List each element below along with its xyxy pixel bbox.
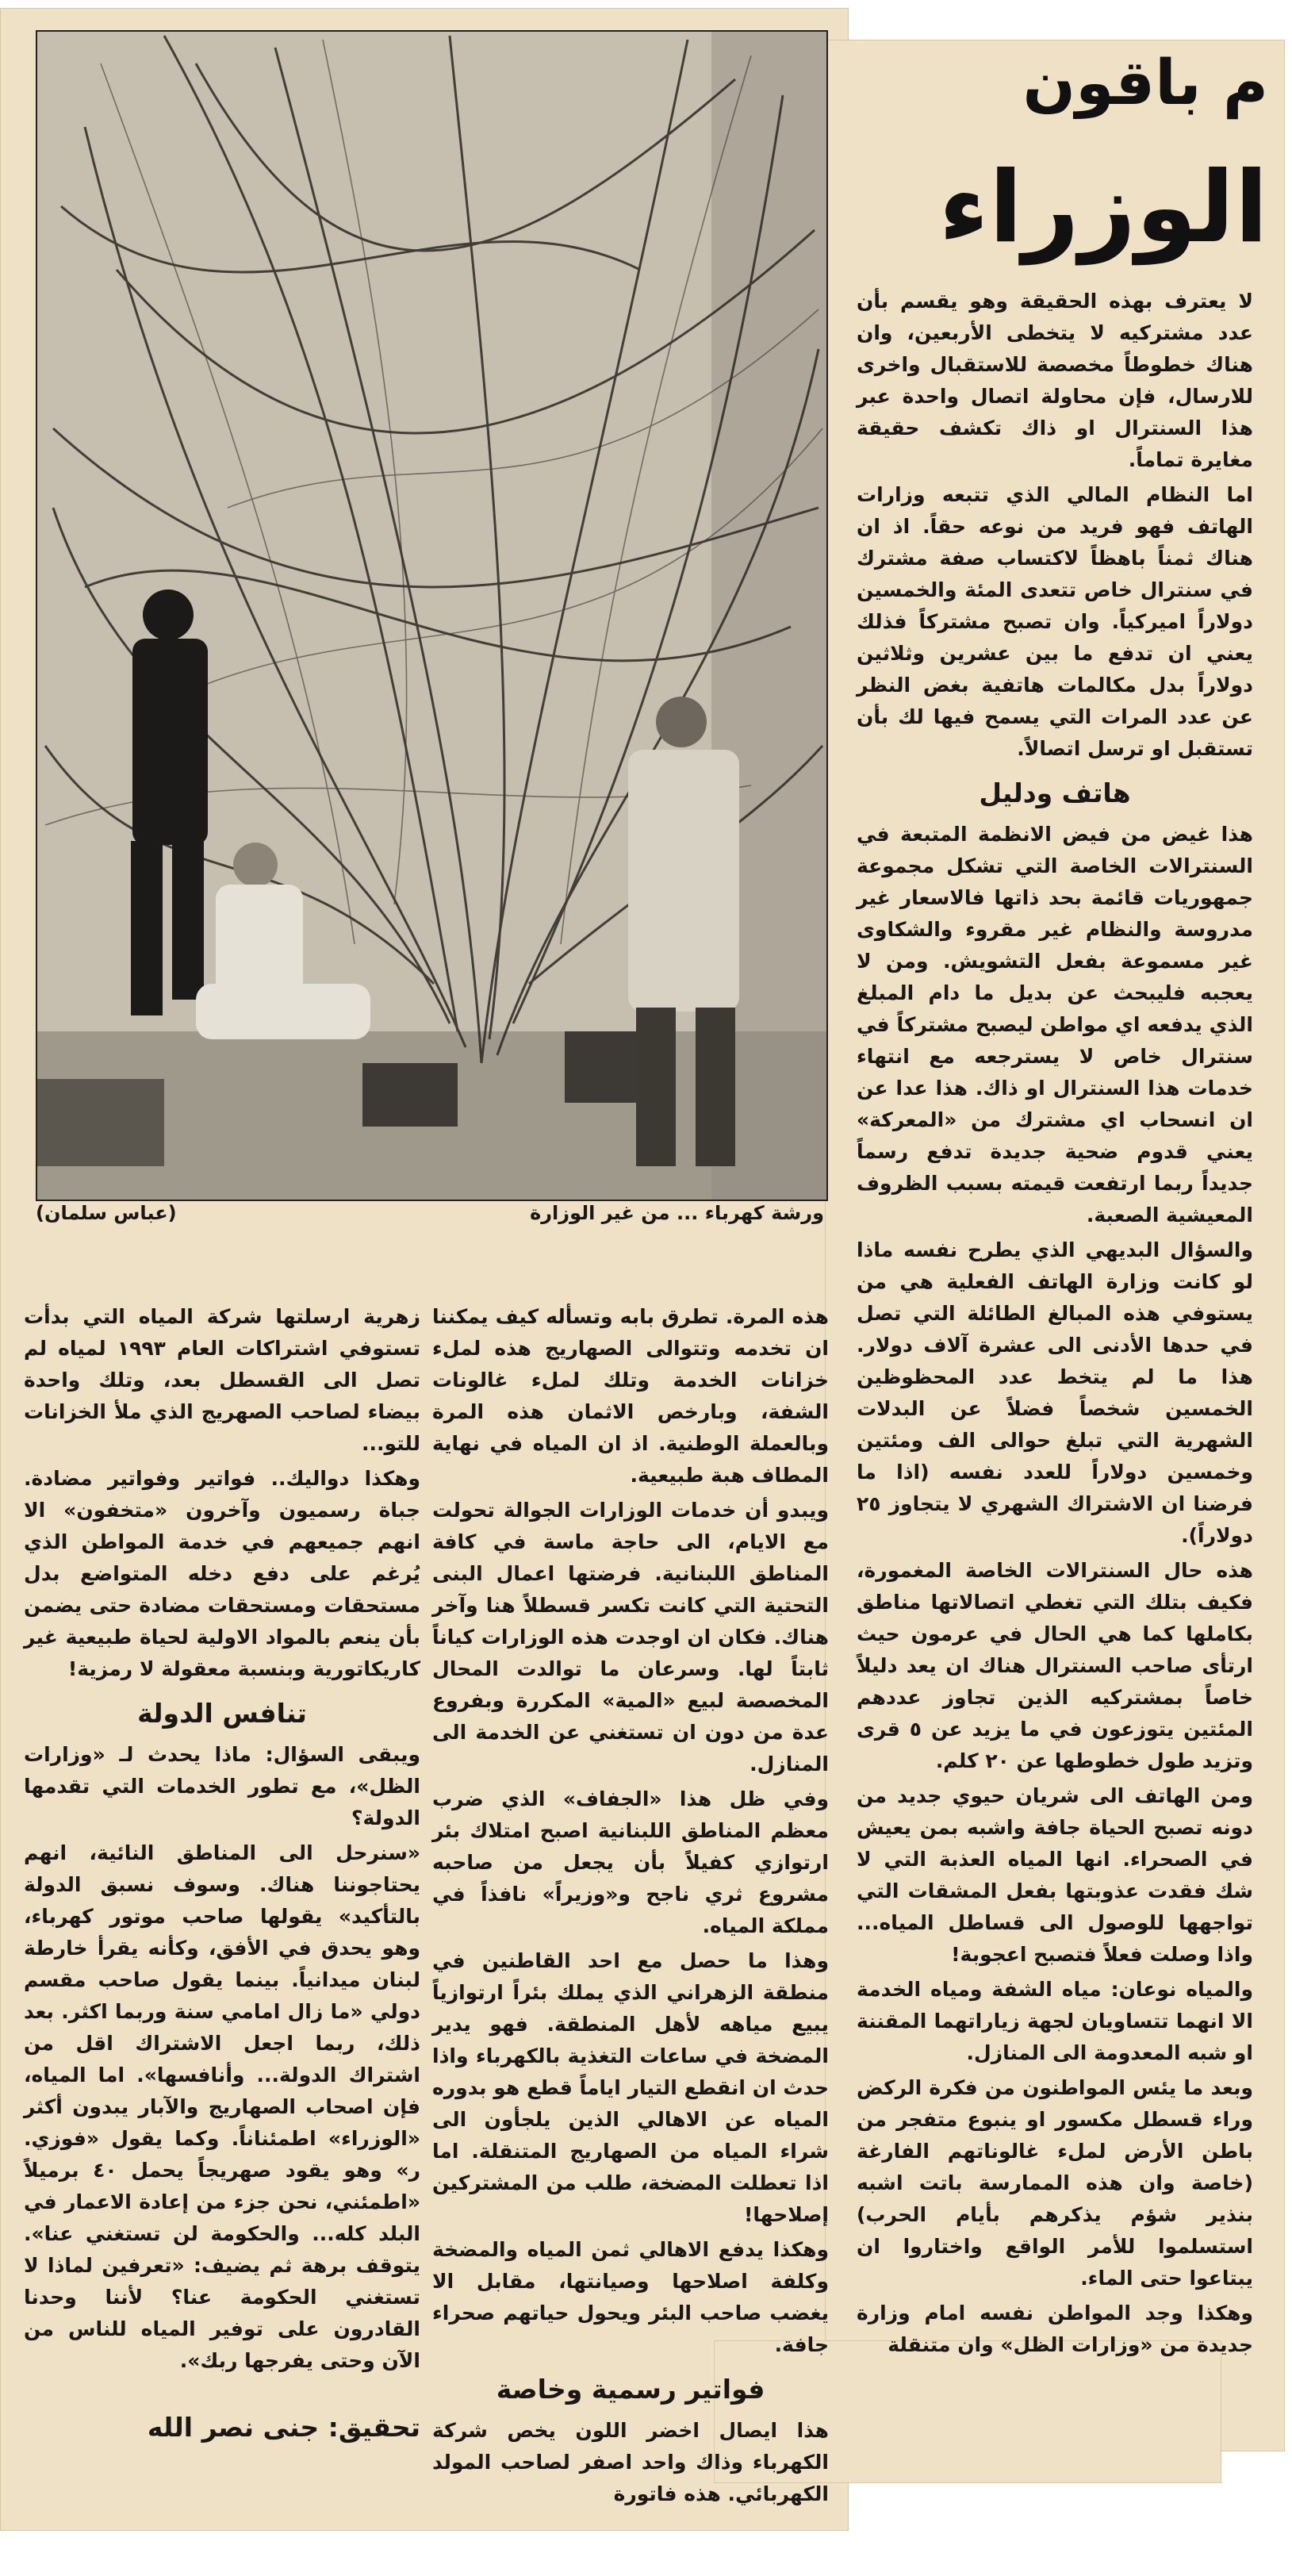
- article-paragraph: وهكذا يدفع الاهالي ثمن المياه والمضخة وكلفة اصلاحها وصيانتها، مقابل الا يغضب صاحب البئر ويحول حياتهم صحراء جافة.: [432, 2238, 829, 2356]
- article-paragraph: هذا غيض من فيض الانظمة المتبعة في السنترالات الخاصة التي تشكل مجموعة جمهوريات قائمة بحد ذاتها فالاسعار غير مدروسة والنظام غير مقروء والشكاوى غير مسموعة بفعل التشويش. ومن لا يعجبه فليبحث عن بديل ما دام المبلغ الذي يدفعه اي مواطن ليصبح مشتركاً في سنترال خاص لا يسترجعه مع انتهاء خدمات هذا السنترال او ذاك. هذا عدا عن ان انسحاب اي مشترك من «المعركة» يعني قدوم ضحية جديدة تدفع رسماً جديداً ربما ارتفعت قيمته بسبب الظروف المعيشية الصعبة.: [857, 823, 1253, 1227]
- article-column-middle: [432, 1301, 829, 2505]
- article-column-left: [24, 1301, 420, 2412]
- headline-line-2: الوزراء: [938, 151, 1268, 265]
- article-column-right: [857, 286, 1253, 2459]
- section-heading: فواتير رسمية وخاصة: [496, 2374, 765, 2405]
- article-paragraph: هذا ايصال اخضر اللون يخص شركة الكهرباء وذاك واحد اصفر لصاحب المولد الكهربائي. هذه فاتورة: [432, 2419, 829, 2505]
- article-paragraph: وهكذا وجد المواطن نفسه امام وزارة جديدة من «وزارات الظل» وان متنقلة: [857, 2302, 1253, 2356]
- byline: تحقيق: جنى نصر الله: [147, 2412, 420, 2443]
- article-paragraph: «سنرحل الى المناطق النائية، انهم يحتاجوننا هناك. وسوف نسبق الدولة بالتأكيد» يقولها صاحب موتور كهرباء، وهو يحدق في الأفق، وكأنه يقرأ خارطة لبنان ميدانياً. بينما يقول صاحب مقسم دولي «ما زال امامي سنة وربما اكثر. بعد ذلك، ربما اجعل الاشتراك اقل من اشتراك الدولة... وأنافسها». اما المياه، فإن اصحاب الصهاريج والآبار يبدون أكثر «الوزراء» اطمئناناً. وكما يقول «فوزي. ر» وهو يقود صهريجاً يحمل ٤٠ برميلاً «اطمئني، نحن جزء من إعادة الاعمار في البلد كله... والحكومة لن تستغني عنا». يتوقف برهة ثم يضيف: «تعرفين لماذا لا تستغني الحكومة عنا؟ لأننا وحدنا القادرون على توفير المياه للناس من الآن وحتى يفرجها ربك».: [24, 1841, 420, 2372]
- article-paragraph: ومن الهاتف الى شريان حيوي جديد من دونه تصبح الحياة جافة واشبه بمن يعيش في الصحراء. انها المياه العذبة التي لا شك فقدت عذوبتها بفعل المشقات التي تواجهها للوصول الى قساطل المياه... واذا وصلت فعلاً فتصبح اعجوبة!: [857, 1784, 1253, 1966]
- photo-credit: (عباس سلمان): [36, 1202, 177, 1224]
- article-paragraph: وفي ظل هذا «الجفاف» الذي ضرب معظم المناطق اللبنانية اصبح امتلاك بئر ارتوازي كفيلاً بأن يجعل من صاحبه مشروع ثري ناجح و«وزيراً» نافذاً في مملكة المياه.: [432, 1787, 829, 1937]
- photo-caption: ورشة كهرباء ... من غير الوزارة: [530, 1202, 824, 1224]
- article-paragraph: ويبقى السؤال: ماذا يحدث لـ «وزارات الظل»، مع تطور الخدمات التي تقدمها الدولة؟: [24, 1743, 420, 1829]
- article-paragraph: والسؤال البديهي الذي يطرح نفسه ماذا لو كانت وزارة الهاتف الفعلية هي من يستوفي هذه المبالغ الطائلة التي تصل في حدها الأدنى الى عشرة آلاف دولار. هذا ما لم يتخط عدد المحظوظين الخمسين شخصاً فضلاً عن البدلات الشهرية التي تبلغ حوالى الف ومئتين وخمسين دولاراً للعدد نفسه (اذا ما فرضنا ان الاشتراك الشهري لا يتجاوز ٢٥ دولاراً).: [857, 1238, 1253, 1547]
- article-paragraph: هذه حال السنترالات الخاصة المغمورة، فكيف بتلك التي تغطي اتصالاتها مناطق بكاملها كما هي الحال في عرمون حيث ارتأى صاحب السنترال هناك ان يعد دليلاً خاصاً بمشتركيه الذين تجاوز عددهم المئتين يتوزعون في ما يزيد عن ٥ قرى وتزيد طول خطوطها عن ٢٠ كلم.: [857, 1559, 1253, 1772]
- headline-line-1: م باقون: [1022, 48, 1268, 119]
- article-paragraph: والمياه نوعان: مياه الشفة ومياه الخدمة الا انهما تتساويان لجهة زياراتهما المقننة او شبه المعدومة الى المنازل.: [857, 1978, 1253, 2064]
- article-photo: [36, 30, 828, 1201]
- section-heading: هاتف ودليل: [979, 777, 1131, 808]
- article-paragraph: زهرية ارسلتها شركة المياه التي بدأت تستوفي اشتراكات العام ١٩٩٣ لمياه لم تصل الى القسطل بعد، وتلك واحدة بيضاء لصاحب الصهريج الذي ملأ الخزانات للتو...: [24, 1305, 420, 1455]
- article-paragraph: وهذا ما حصل مع احد القاطنين في منطقة الزهراني الذي يملك بئراً ارتوازياً يبيع مياهه لأهل المنطقة. فهو يدير المضخة في ساعات التغذية بالكهرباء واذا حدث ان انقطع التيار اياماً قطع هو بدوره المياه عن الاهالي الذين يلجأون الى شراء المياه من الصهاريج المتنقلة. اما اذا تعطلت المضخة، طلب من المشتركين إصلاحها!: [432, 1949, 829, 2226]
- article-paragraph: هذه المرة. تطرق بابه وتسأله كيف يمكننا ان تخدمه وتتوالى الصهاريج هذه لملء خزانات الخدمة وتلك لملء غالونات الشفة، وبارخص الاثمان هذه المرة وبالعملة الوطنية. اذ ان المياه في نهاية المطاف هبة طبيعية.: [432, 1305, 829, 1487]
- article-paragraph: لا يعترف بهذه الحقيقة وهو يقسم بأن عدد مشتركيه لا يتخطى الأربعين، وان هناك خطوطاً مخصصة للاستقبال واخرى للارسال، فإن محاولة اتصال واحدة عبر هذا السنترال او ذاك تكشف حقيقة مغايرة تماماً.: [857, 290, 1253, 471]
- article-paragraph: وبعد ما يئس المواطنون من فكرة الركض وراء قسطل مكسور او ينبوع متفجر من باطن الأرض لملء غالوناتهم الفارغة (خاصة وان هذه الممارسة باتت اشبه بنذير شؤم يذكرهم بأيام الحرب) استسلموا للأمر الواقع واختاروا ان يبتاعوا حتى الماء.: [857, 2076, 1253, 2290]
- section-heading: تنافس الدولة: [137, 1698, 307, 1729]
- article-paragraph: اما النظام المالي الذي تتبعه وزارات الهاتف فهو فريد من نوعه حقاً. اذ ان هناك ثمناً باهظاً لاكتساب صفة مشترك في سنترال خاص تتعدى المئة والخمسين دولاراً اميركياً. وان تصبح مشتركاً فذلك يعني ان تدفع ما بين عشرين وثلاثين دولاراً بدل مكالمات هاتفية بغض النظر عن عدد المرات التي يسمح فيها لك بأن تستقبل او ترسل اتصالاً.: [857, 483, 1253, 760]
- article-paragraph: وهكذا دواليك.. فواتير وفواتير مضادة. جباة رسميون وآخرون «متخفون» الا انهم جميعهم في خدمة المواطن الذي يُرغم على دفع دخله المتواضع بدل مستحقات ومستحقات مضادة حتى يضمن بأن ينعم بالمواد الاولية لحياة طبيعية غير كاريكاتورية وبنسبة معقولة لا رمزية!: [24, 1467, 420, 1680]
- article-paragraph: ويبدو أن خدمات الوزارات الجوالة تحولت مع الايام، الى حاجة ماسة في كافة المناطق اللبنانية. فرضتها اعمال البنى التحتية التي كانت تكسر قسطلاً هنا وآخر هناك. فكان ان اوجدت هذه الوزارات كياناً ثابتاً لها. وسرعان ما توالدت المحال المخصصة لبيع «المية» المكررة وبفروع عدة من دون ان تستغني عن الخدمة الى المنازل.: [432, 1499, 829, 1776]
- photo-illustration: [37, 32, 826, 1200]
